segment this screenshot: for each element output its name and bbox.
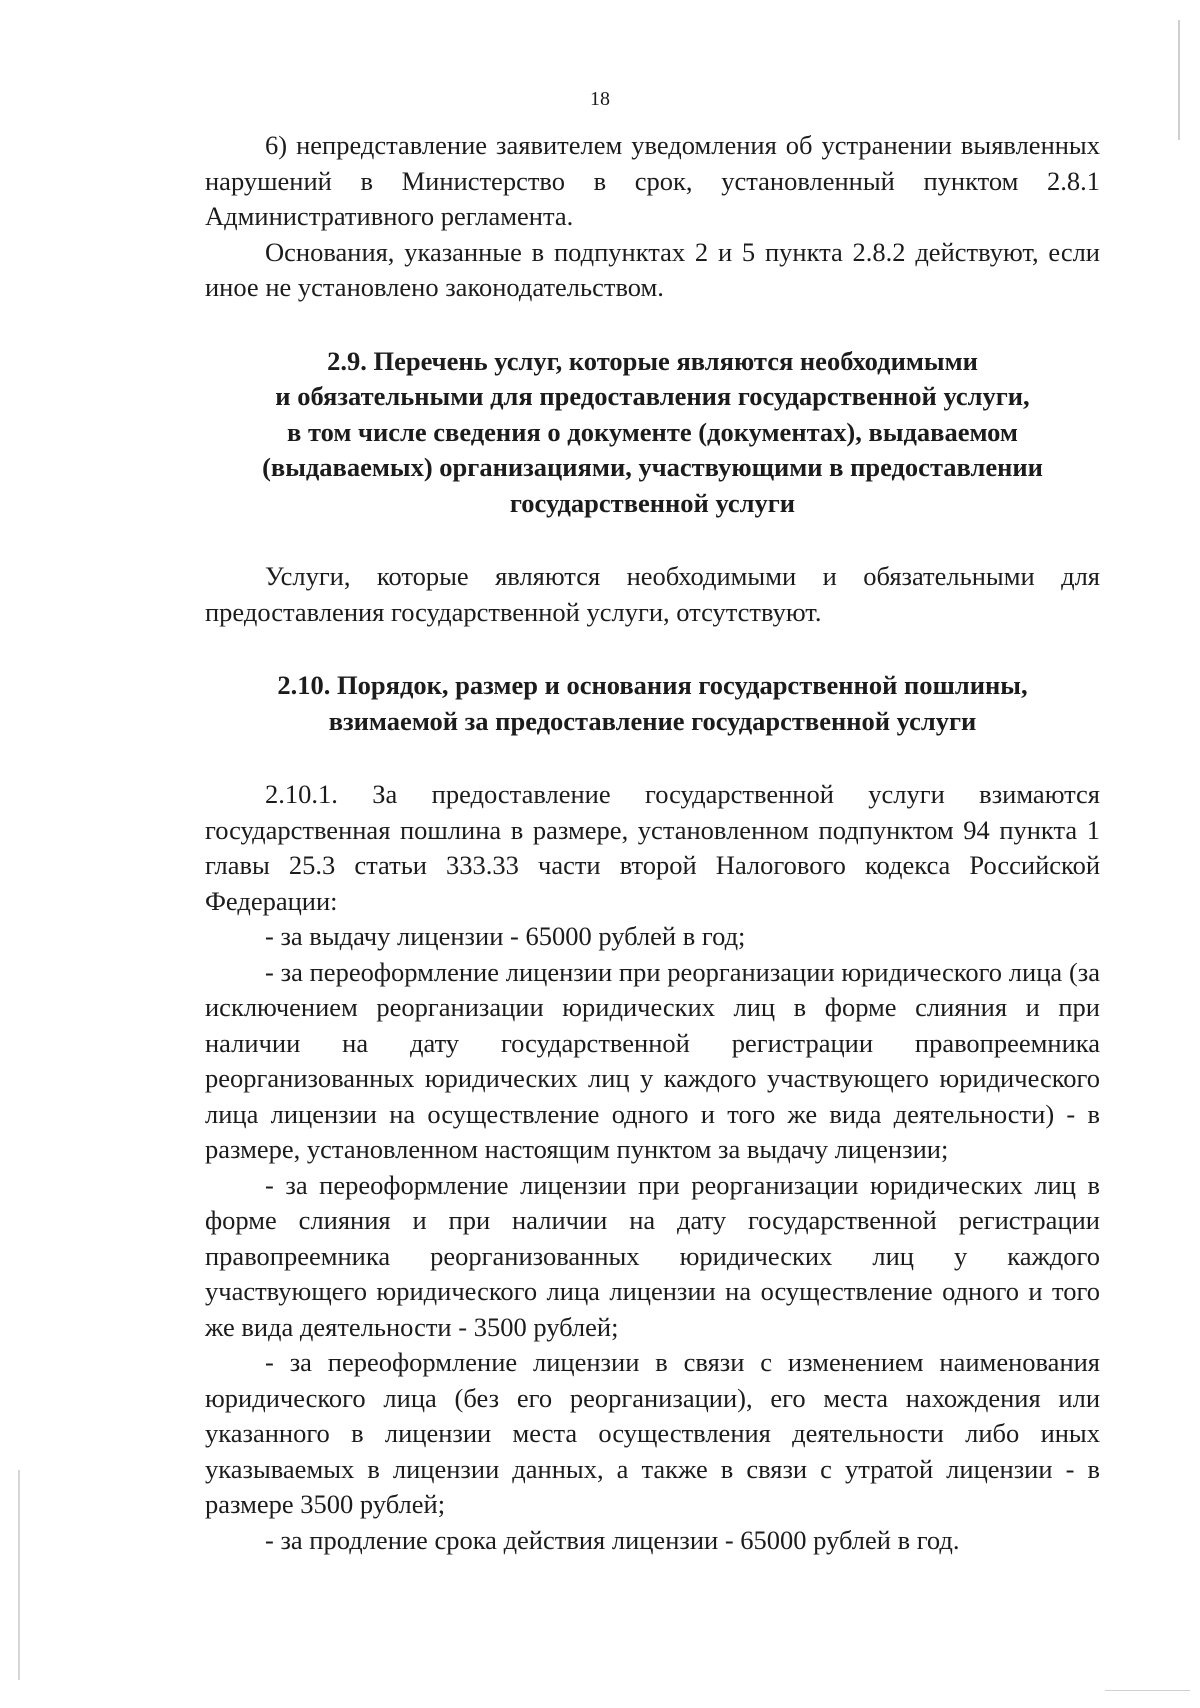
paragraph: Основания, указанные в подпунктах 2 и 5 пункта 2.8.2 действуют, если иное не установлено законодательством.: [205, 236, 1100, 302]
heading-line: государственной услуги: [509, 487, 796, 518]
heading-line: и обязательными для предоставления государственной услуги,: [275, 381, 1030, 411]
list-item: - за продление срока действия лицензии - 65000 рублей в год.: [265, 1524, 960, 1555]
list-item: - за переоформление лицензии в связи с изменением наименования юридического лица (без его реорганизации), его места нахождения или указанного в лицензии места осуществления деятельности либо иных указываемых в лицензии данных, а также в связи с утратой лицензии - в размере 3500 рублей;: [205, 1347, 1100, 1519]
paragraph: Услуги, которые являются необходимыми и обязательными для предоставления государственной услуги, отсутствуют.: [205, 561, 1100, 627]
heading-line: (выдаваемых) организациями, участвующими в предоставлении: [262, 452, 1043, 482]
list-item: - за переоформление лицензии при реорганизации юридического лица (за исключением реорганизации юридических лиц в форме слияния и при наличии на дату государственной регистрации правопреемника реорганизованных юридических лиц у каждого участвующего юридического лица лицензии на осуществление одного и того же вида деятельности) - в размере, установленном настоящим пунктом за выдачу лицензии;: [205, 956, 1100, 1164]
section-heading-2-9: [205, 344, 1100, 522]
scan-edge-mark: [18, 1470, 20, 1680]
scan-edge-mark: [1178, 20, 1180, 140]
heading-line: 2.10. Порядок, размер и основания государственной пошлины,: [277, 670, 1028, 700]
document-body: [205, 128, 1100, 1558]
paragraph: 2.10.1. За предоставление государственной услуги взимаются государственная пошлина в размере, установленном подпунктом 94 пункта 1 главы 25.3 статьи 333.33 части второй Налогового кодекса Российской Федерации:: [205, 779, 1100, 916]
paragraph: 6) непредставление заявителем уведомления об устранении выявленных нарушений в Министерство в срок, установленный пунктом 2.8.1 Административного регламента.: [205, 130, 1100, 231]
scan-edge-mark: [1105, 1690, 1190, 1691]
list-item: - за переоформление лицензии при реорганизации юридических лиц в форме слияния и при наличии на дату государственной регистрации правопреемника реорганизованных юридических лиц у каждого участвующего юридического лица лицензии на осуществление одного и того же вида деятельности - 3500 рублей;: [205, 1169, 1100, 1342]
heading-line: в том числе сведения о документе (документах), выдаваемом: [287, 416, 1018, 447]
page-number: 18: [590, 88, 610, 110]
heading-line: 2.9. Перечень услуг, которые являются необходимыми: [327, 345, 978, 376]
list-item: - за выдачу лицензии - 65000 рублей в год;: [265, 921, 746, 951]
section-heading-2-10: [205, 668, 1100, 739]
heading-line: взимаемой за предоставление государственной услуги: [328, 705, 977, 736]
